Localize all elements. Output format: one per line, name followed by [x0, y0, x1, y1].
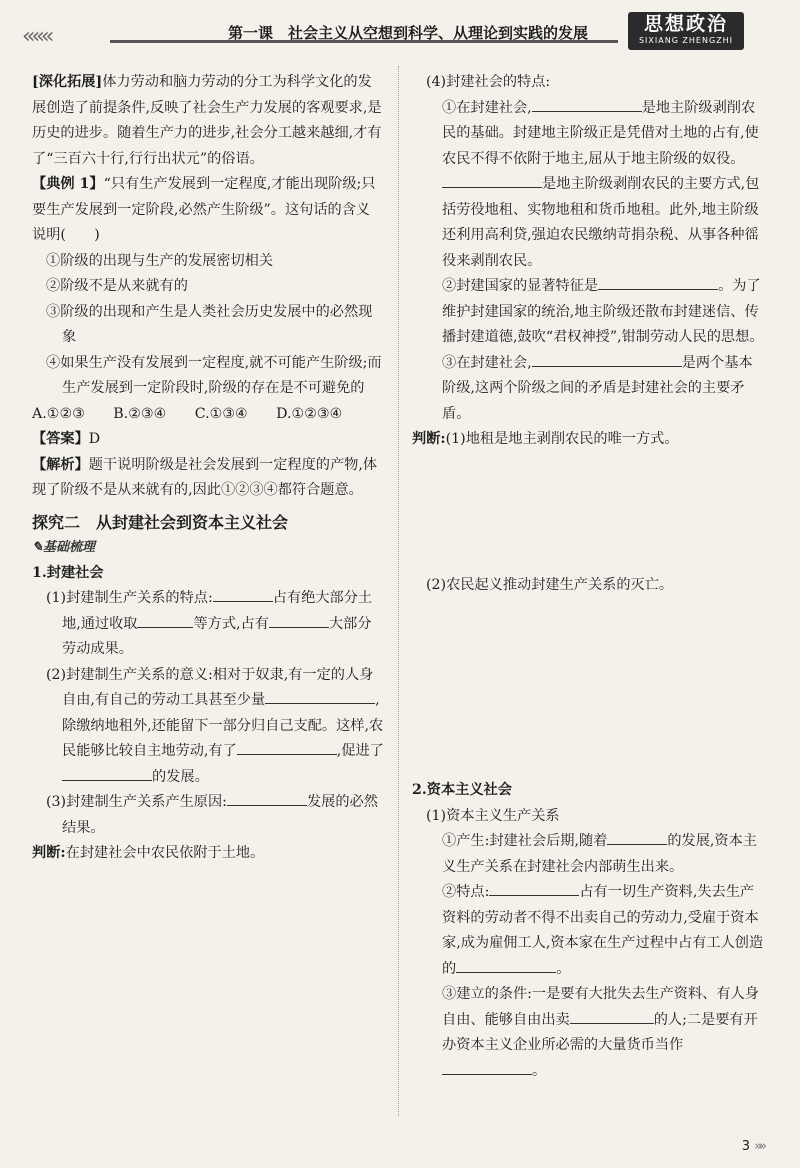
column-divider	[398, 66, 399, 1116]
char-2: ②封建国家的显著特征是 。为了维护封建国家的统治,地主阶级还散布封建迷信、传播封建道德,鼓吹“君权神授”,钳制劳动人民的思想。	[412, 274, 764, 351]
subject-badge	[628, 12, 744, 50]
option-3: ③阶级的出现和产生是人类社会历史发展中的必然现象	[46, 303, 373, 345]
answer-choices: A.①②③ B.②③④ C.①③④ D.①②③④	[32, 405, 343, 422]
blank[interactable]	[213, 587, 273, 602]
answer-tag: 【答案】	[32, 431, 89, 447]
blank[interactable]	[62, 766, 152, 781]
example-tag: 【典例 1】	[32, 176, 104, 192]
blank[interactable]	[442, 1060, 532, 1075]
cap-origin: ①产生:封建社会后期,随着 的发展,资本主义生产关系在封建社会内部萌生出来。	[412, 829, 764, 880]
analysis-text: 题干说明阶级是社会发展到一定程度的产物,体现了阶级不是从来就有的,因此①②③④都符合题意。	[32, 456, 378, 498]
page-header	[0, 0, 800, 60]
feudal-origin: (3)封建制生产关系产生原因: 发展的必然结果。	[32, 790, 384, 841]
blank[interactable]	[137, 613, 193, 628]
analysis-tag: 【解析】	[32, 456, 89, 473]
option-2: ②阶级不是从来就有的	[46, 278, 188, 294]
basics-icon: ✎	[32, 540, 43, 555]
cap-conditions: ③建立的条件:一是要有大批失去生产资料、有人身自由、能够自由出卖 的人;二是要有开办资本主义企业所必需的大量货币当作。	[442, 986, 759, 1079]
expand-paragraph	[32, 70, 384, 172]
feudal-characteristics-title: (4)封建社会的特点:	[426, 74, 551, 90]
example-question	[32, 172, 384, 249]
judge-line-3: (2)农民起义推动封建生产关系的灭亡。	[426, 576, 674, 593]
feudal-title: 1.封建社会	[32, 564, 104, 581]
right-column	[412, 70, 764, 1084]
capitalist-title: 2.资本主义社会	[412, 782, 512, 798]
capitalist-relations: (1)资本主义生产关系	[426, 807, 560, 824]
blank[interactable]	[598, 275, 718, 290]
judge-line-2: 判断:(1)地租是地主剥削农民的唯一方式。	[412, 431, 679, 447]
judge-line-1: 判断:在封建社会中农民依附于土地。	[32, 845, 265, 861]
expand-tag: [深化拓展]	[32, 74, 103, 90]
option-4: ④如果生产没有发展到一定程度,就不可能产生阶级;而生产发展到一定阶段时,阶级的存在是不可避免的	[46, 354, 382, 396]
blank[interactable]	[456, 958, 556, 973]
expand-text: 体力劳动和脑力劳动的分工为科学文化的发展创造了前提条件,反映了社会生产力发展的客观要求,是历史的进步。随着生产力的进步,社会分工越来越细,才有了“三百六十行,行行出状元”的俗语。	[32, 74, 382, 167]
blank[interactable]	[570, 1009, 654, 1024]
subject-name: 思想政治	[643, 13, 728, 35]
blank[interactable]	[532, 352, 682, 367]
blank[interactable]	[442, 173, 542, 188]
left-column	[32, 70, 384, 867]
cap-feature: ②特点: 占有一切生产资料,失去生产资料的劳动者不得不出卖自己的劳动力,受雇于资本家,成为雇佣工人,资本家在生产过程中占有工人创造的 。	[412, 880, 764, 982]
answer-value: D	[88, 431, 101, 447]
blank[interactable]	[607, 830, 667, 845]
blank[interactable]	[237, 740, 337, 755]
blank[interactable]	[269, 613, 329, 628]
analysis-paragraph	[32, 453, 384, 504]
answer-line	[32, 427, 384, 453]
feudal-feature: (1)封建制生产关系的特点: 占有绝大部分土地,通过收取 等方式,占有 大部分劳动成果。	[32, 586, 384, 663]
lesson-title: 第一课 社会主义从空想到科学、从理论到实践的发展	[228, 24, 589, 42]
option-1: ①阶级的出现与生产的发展密切相关	[46, 252, 274, 269]
blank[interactable]	[489, 881, 579, 896]
basics-label: ✎基础梳理	[32, 540, 95, 555]
char-1: ①在封建社会, 是地主阶级剥削农民的基础。封建地主阶级正是凭借对土地的占有,使农民不得不依附于地主,屈从于地主阶级的奴役。是地主阶级剥削农民的主要方式,包括劳役地租、实物地租和货币地租。此外,地主阶级还利用高利贷,强迫农民缴纳苛捐杂税、从事各种徭役来剥削农民。	[412, 96, 764, 275]
subject-pinyin: SIXIANG ZHENGZHI	[638, 36, 734, 45]
page-number: 3 »»	[741, 1139, 764, 1154]
char-3: ③在封建社会, 是两个基本阶级,这两个阶级之间的矛盾是封建社会的主要矛盾。	[412, 351, 764, 428]
arrow-icon: »»	[754, 1139, 764, 1154]
blank[interactable]	[227, 791, 307, 806]
example-text: “只有生产发展到一定程度,才能出现阶级;只要生产发展到一定阶段,必然产生阶级”。这句话的含义说明( )	[32, 176, 376, 243]
section-title: 探究二 从封建社会到资本主义社会	[32, 512, 289, 532]
feudal-significance: (2)封建制生产关系的意义:相对于奴隶,有一定的人身自由,有自己的劳动工具甚至少量 ,除缴纳地租外,还能留下一部分归自己支配。这样,农民能够比较自主地劳动,有了 ,促进了的发展。	[46, 666, 384, 785]
answer-space	[412, 718, 764, 778]
blank[interactable]	[532, 97, 642, 112]
answer-space	[412, 453, 764, 573]
blank[interactable]	[265, 689, 375, 704]
answer-space	[412, 598, 764, 718]
chevron-decoration: «««	[22, 24, 51, 49]
